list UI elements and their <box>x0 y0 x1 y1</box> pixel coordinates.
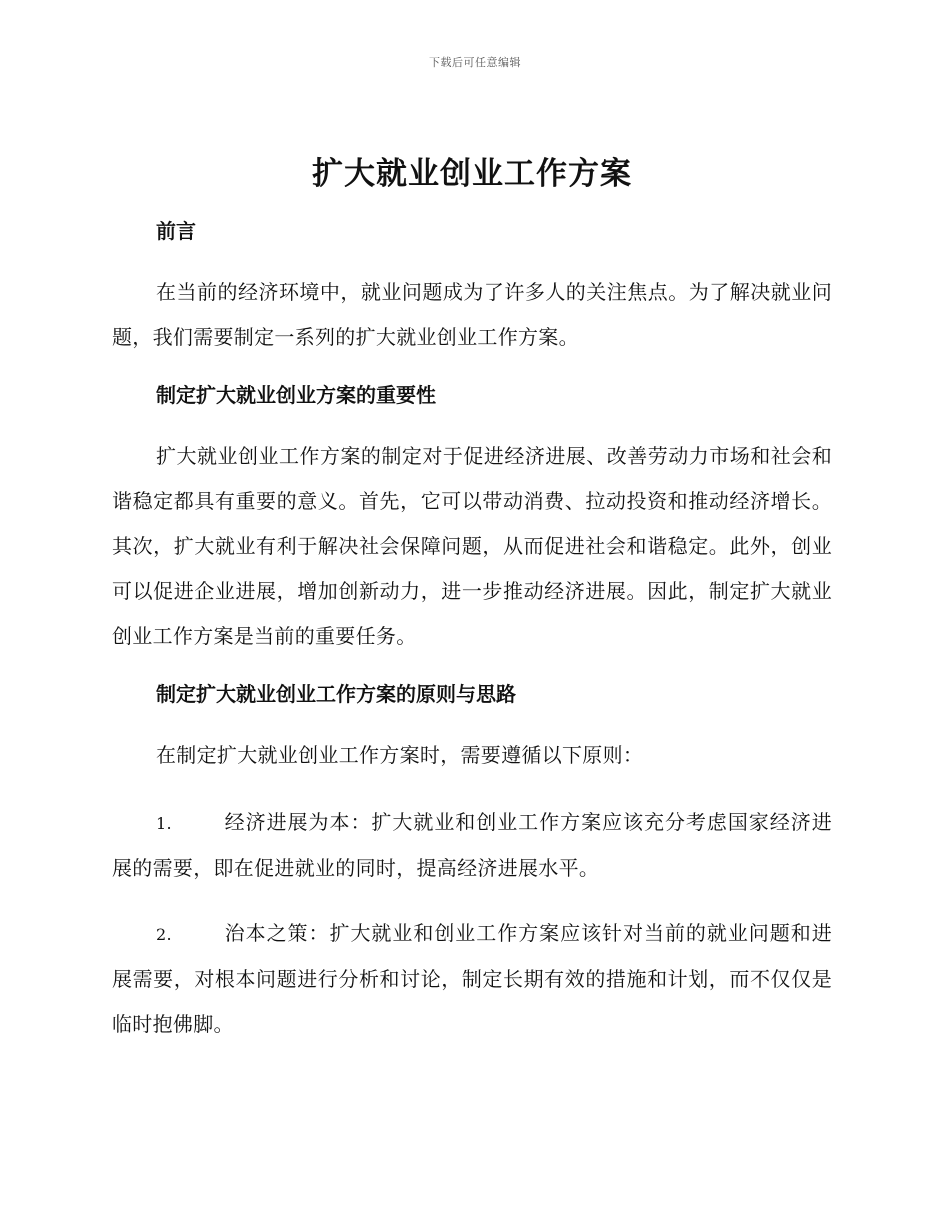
principle-number-1: 1. <box>156 814 172 833</box>
preface-paragraph: 在当前的经济环境中，就业问题成为了许多人的关注焦点。为了解决就业问题，我们需要制定一系列的扩大就业创业工作方案。 <box>112 280 832 349</box>
document-title: 扩大就业创业工作方案 <box>312 156 632 192</box>
principles-heading: 制定扩大就业创业工作方案的原则与思路 <box>156 682 516 706</box>
principle-number-2: 2. <box>156 925 172 944</box>
preface-heading: 前言 <box>156 219 196 243</box>
principles-intro: 在制定扩大就业创业工作方案时，需要遵循以下原则： <box>156 743 644 767</box>
principle-text-2: 治本之策：扩大就业和创业工作方案应该针对当前的就业问题和进展需要，对根本问题进行分析和讨论，制定长期有效的措施和计划，而不仅仅是临时抱佛脚。 <box>112 921 832 1036</box>
importance-paragraph: 扩大就业创业工作方案的制定对于促进经济进展、改善劳动力市场和社会和谐稳定都具有重要的意义。首先，它可以带动消费、拉动投资和推动经济增长。其次，扩大就业有利于解决社会保障问题，从而促进社会和谐稳定。此外，创业可以促进企业进展，增加创新动力，进一步推动经济进展。因此，制定扩大就业创业工作方案是当前的重要任务。 <box>112 444 832 648</box>
document-content <box>112 150 832 1067</box>
principle-item-1 <box>112 800 832 891</box>
header-note: 下载后可任意编辑 <box>429 56 521 69</box>
principle-text-1: 经济进展为本：扩大就业和创业工作方案应该充分考虑国家经济进展的需要，即在促进就业的同时，提高经济进展水平。 <box>112 810 832 880</box>
importance-heading: 制定扩大就业创业方案的重要性 <box>156 383 436 407</box>
principle-item-2 <box>112 911 832 1047</box>
